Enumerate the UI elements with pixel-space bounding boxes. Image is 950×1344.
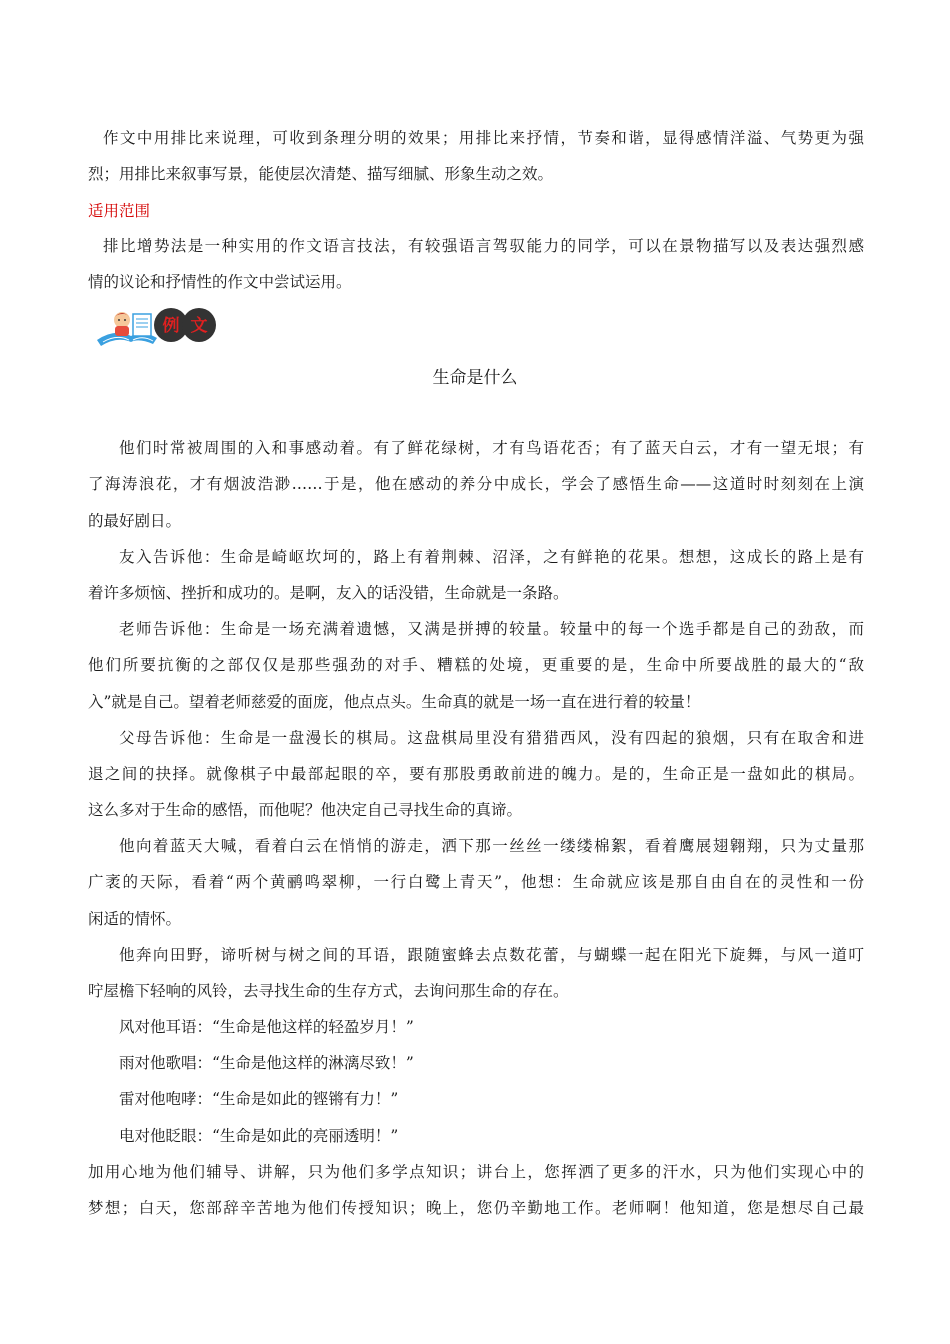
reading-child-icon (97, 312, 157, 346)
essay-line: 父母告诉他：生命是一盘漫长的棋局。这盘棋局里没有猎猎西风，没有四起的狼烟，只有在取舍和进 (119, 729, 864, 747)
intro-line-1: 作文中用排比来说理，可收到条理分明的效果；用排比来抒情，节奏和谐，显得感情洋溢、气势更为强 (103, 129, 864, 147)
essay-line: 着许多烦恼、挫折和成功的。是啊，友入的话没错，生命就是一条路。 (88, 584, 569, 602)
essay-line: 风对他耳语：“生命是他这样的轻盈岁月！” (119, 1018, 414, 1036)
essay-line: 咛屋檐下轻响的风铃，去寻找生命的生存方式，去询问那生命的存在。 (88, 982, 569, 1000)
badge-char-1: 例 (162, 316, 180, 336)
essay-line: 雨对他歌唱：“生命是他这样的淋漓尽致！” (119, 1054, 414, 1072)
essay-line: 他们时常被周围的入和事感动着。有了鲜花绿树，才有鸟语花否；有了蓝天白云，才有一望无垠；有 (119, 439, 864, 457)
essay-line: 退之间的抉择。就像棋子中最部起眼的卒，要有那股勇敢前进的魄力。是的，生命正是一盘如此的棋局。 (88, 765, 864, 783)
essay-line: 他向着蓝天大喊，看着白云在悄悄的游走，洒下那一丝丝一缕缕棉絮，看着鹰展翅翱翔，只为丈量那 (119, 837, 864, 855)
essay-line: 广袤的天际，看着“两个黄鹂鸣翠柳，一行白鹭上青天”，他想：生命就应该是那自由自在的灵性和一份 (88, 873, 864, 891)
scope-line-2: 情的议论和抒情性的作文中尝试运用。 (88, 273, 352, 291)
essay-line: 的最好剧日。 (88, 512, 182, 530)
essay-line: 雷对他咆哮：“生命是如此的铿锵有力！” (119, 1090, 399, 1108)
essay-line: 加用心地为他们辅导、讲解，只为他们多学点知识；讲台上，您挥洒了更多的汗水，只为他们实现心中的 (88, 1163, 864, 1181)
essay-line: 梦想；白天，您部辞辛苦地为他们传授知识；晚上，您仍辛勤地工作。老师啊！他知道，您是想尽自己最 (88, 1199, 864, 1217)
example-badge (95, 306, 220, 348)
essay-line: 了海涛浪花，才有烟波浩渺……于是，他在感动的养分中成长，学会了感悟生命——这道时时刻刻在上演 (88, 475, 864, 493)
essay-line: 闲适的情怀。 (88, 910, 182, 928)
essay-line: 入”就是自己。望着老师慈爱的面庞，他点点头。生命真的就是一场一直在进行着的较量！ (88, 693, 701, 711)
scope-heading: 适用范围 (88, 202, 151, 220)
intro-line-2: 烈；用排比来叙事写景，能使层次清楚、描写细腻、形象生动之效。 (88, 165, 554, 183)
essay-line: 他们所要抗衡的之部仅仅是那些强劲的对手、糟糕的处境，更重要的是，生命中所要战胜的最大的“敌 (88, 656, 864, 674)
essay-line: 他奔向田野，谛听树与树之间的耳语，跟随蜜蜂去点数花蕾，与蝴蝶一起在阳光下旋舞，与风一道叮 (119, 946, 864, 964)
essay-line: 友入告诉他：生命是崎岖坎坷的，路上有着荆棘、沼泽，之有鲜艳的花果。想想，这成长的路上是有 (119, 548, 864, 566)
essay-line: 这么多对于生命的感悟，而他呢？他决定自己寻找生命的真谛。 (88, 801, 523, 819)
essay-line: 电对他眨眼：“生命是如此的亮丽透明！” (119, 1127, 399, 1145)
essay-line: 老师告诉他：生命是一场充满着遗憾，又满是拼搏的较量。较量中的每一个选手都是自己的劲敌，而 (119, 620, 864, 638)
essay-title: 生命是什么 (432, 368, 518, 388)
scope-line-1: 排比增势法是一种实用的作文语言技法，有较强语言驾驭能力的同学，可以在景物描写以及表达强烈感 (103, 237, 864, 255)
badge-char-2: 文 (190, 316, 208, 336)
